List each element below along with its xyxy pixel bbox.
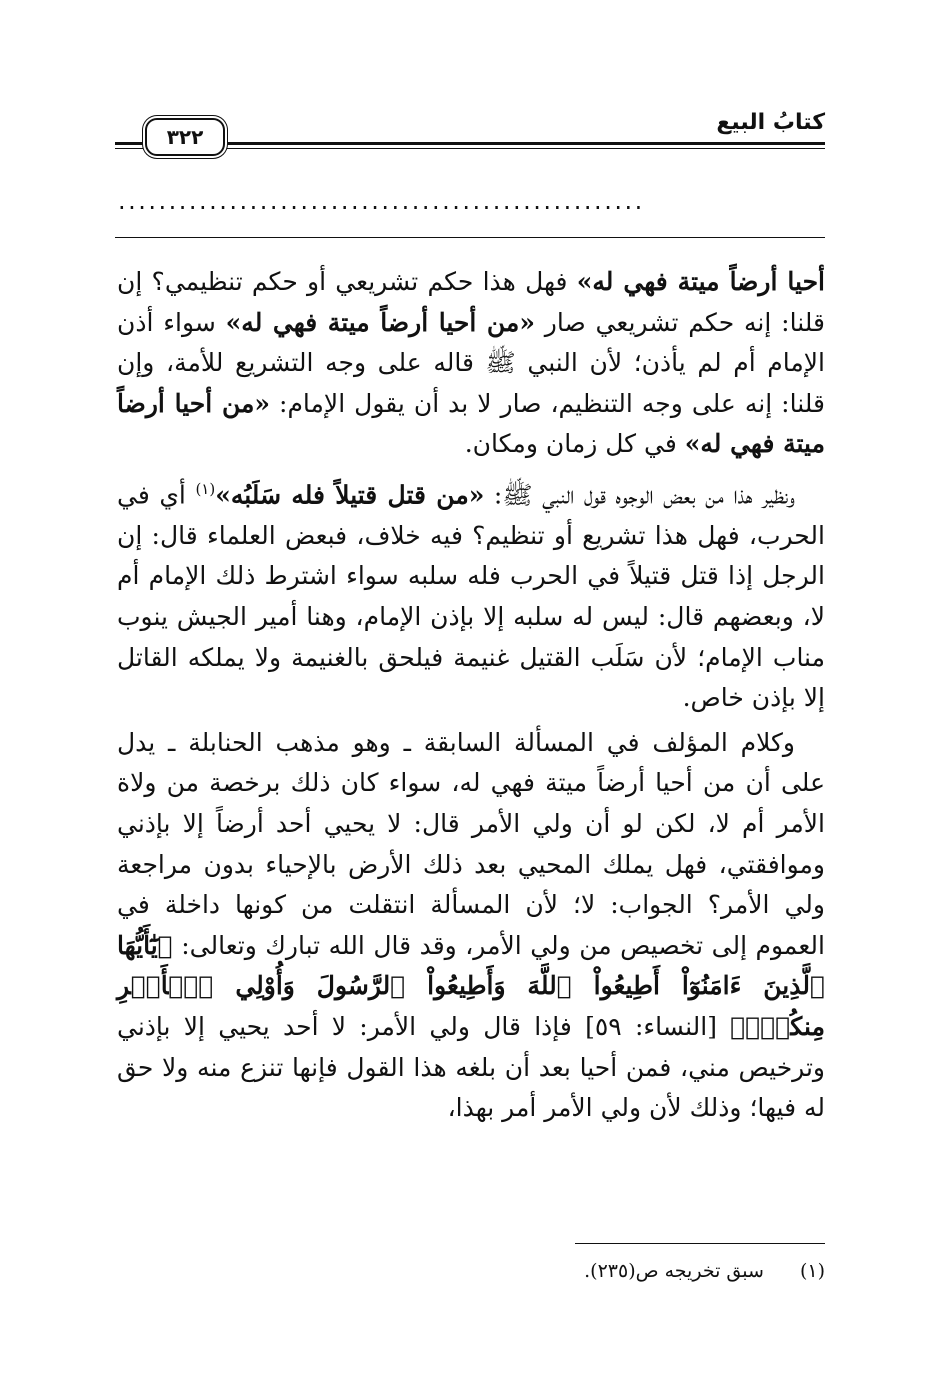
bold-quote: «من أحيا أرضاً ميتة فهي له» [225,307,535,337]
text-run: وكلام المؤلف في المسألة السابقة ـ وهو مذهب الحنابلة ـ يدل على أن من أحيا أرضاً ميتة فهي له، سواء كان ذلك برخصة من ولاة الأمر أم لا، لكن لو أن ولي الأمر قال: لا يحيي أحد أرضاً إلا بإذني وموافقتي، فهل يملك المحيي بعد ذلك الأرض بالإحياء بدون مراجعة ولي الأمر؟ الجواب: لا؛ لأن المسألة انتقلت من كونها داخلة في العموم إلى تخصيص من ولي الأمر، وقد قال الله تبارك وتعالى: [117,727,825,960]
header-rule [225,142,825,145]
footnote-text: سبق تخريجه ص(٢٣٥). [584,1260,764,1282]
bold-quote: «من أحيا أرضاً ميتة فهي له» [117,388,825,459]
footnote-ref: (١) [195,479,216,498]
text-run: ونظير هذا من بعض الوجوه قول النبي ﷺ: [484,480,796,510]
header-rule [115,142,143,145]
header-rule [225,148,825,149]
bold-quote: ﴿يَٰٓأَيُّهَا ٱلَّذِينَ ءَامَنُوٓاْ أَطِيعُواْ ٱللَّهَ وَأَطِيعُواْ ٱلرَّسُولَ وَأُوْلِي ٱلۡأَمۡرِ مِنكُمۡۖ﴾ [117,930,825,1042]
text-run: أي في الحرب، فهل هذا تشريع أو تنظيم؟ فيه خلاف، فبعض العلماء قال: إن الرجل إذا قتل قتيلاً في الحرب فله سلبه سواء اشترط ذلك الإمام أم لا، وبعضهم قال: ليس له سلبه إلا بإذن الإمام، وهنا أمير الجيش ينوب مناب الإمام؛ لأن سَلَب القتيل غنيمة فيلحق بالغنيمة ولا يملكه القاتل إلا بإذن خاص. [117,480,825,713]
paragraph [117,723,825,1129]
text-run: فهل هذا حكم تشريعي أو حكم تنظيمي؟ إن قلنا: إنه حكم تشريعي صار [117,267,825,337]
header-rule [115,148,143,149]
paragraph [117,262,825,465]
page-header [115,110,825,152]
bold-quote: «من قتل قتيلاً فله سَلَبُه» [215,480,485,510]
footnote-rule [575,1243,825,1244]
text-top-rule [115,237,825,238]
page-number: ٣٢٢ [145,118,225,156]
footnote-number: (١) [799,1260,825,1282]
paragraph [117,469,825,719]
main-text [117,262,825,1129]
text-run: في كل زمان ومكان. [464,429,685,459]
footnote [125,1258,825,1284]
ellipsis-separator: .................................................... [118,187,645,215]
text-run: سواء أذن الإمام أم لم يأذن؛ لأن النبي ﷺ قاله على وجه التشريع للأمة، وإن قلنا: إنه على وجه التنظيم، صار لا بد أن يقول الإمام: [117,307,825,418]
bold-quote: أحيا أرضاً ميتة فهي له» [576,267,825,296]
text-run: [النساء: ٥٩] فإذا قال ولي الأمر: لا أحد يحيي إلا بإذني وترخيص مني، فمن أحيا بعد أن بلغه هذا القول فإنها تنزع منه ولا حق له فيها؛ وذلك لأن ولي الأمر أمر بهذا، [117,1012,825,1123]
chapter-title: كتابُ البيع [716,110,825,135]
